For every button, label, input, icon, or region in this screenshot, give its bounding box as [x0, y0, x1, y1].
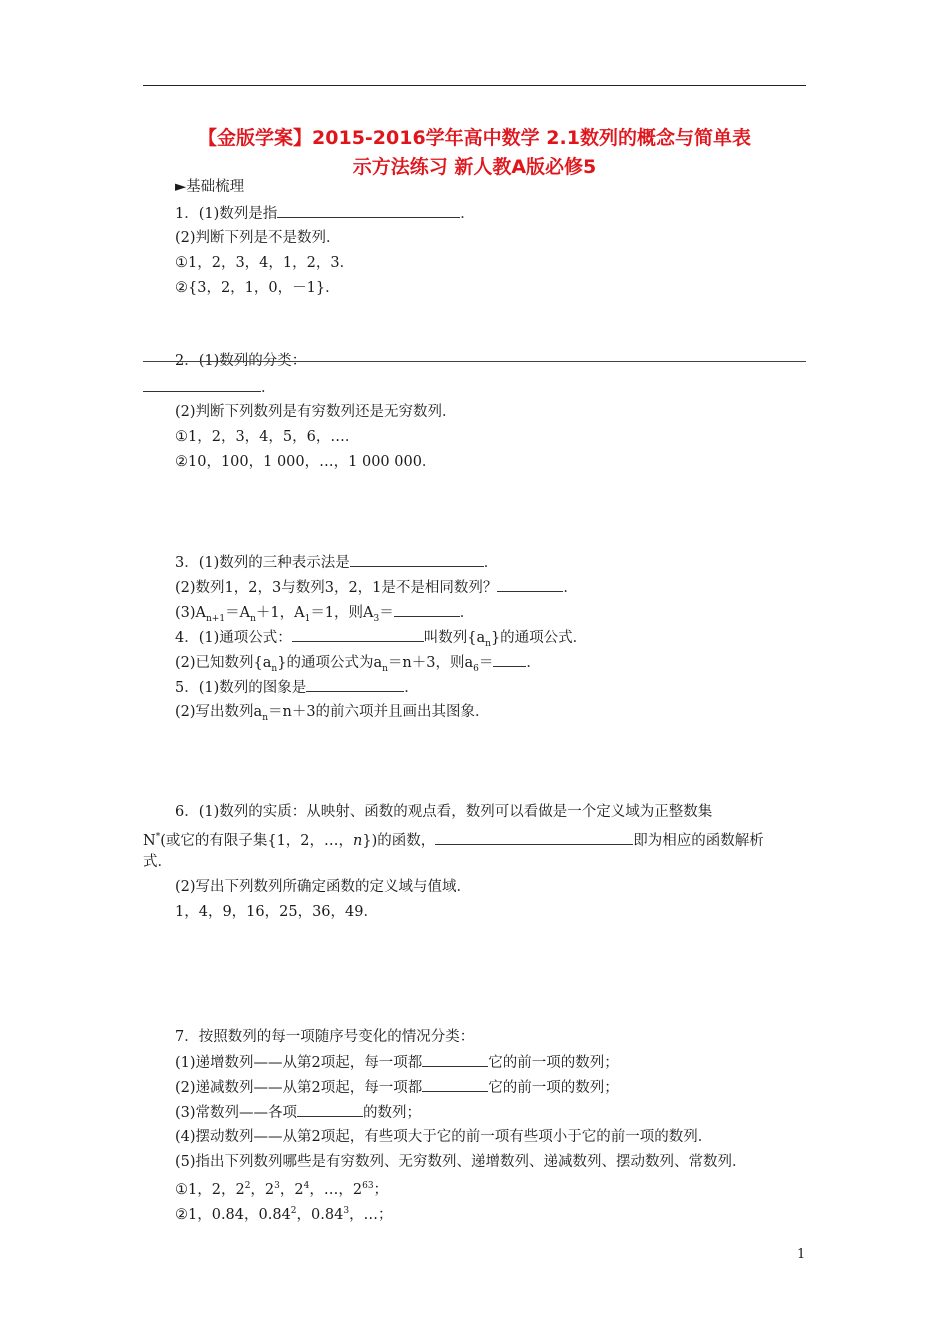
q7-intro: 7．按照数列的每一项随序号变化的情况分类：	[175, 1029, 475, 1045]
q6-part1-end: 式．	[143, 854, 172, 870]
answer-blank[interactable]	[350, 552, 484, 567]
q2-part2: (2)判断下列数列是有穷数列还是无穷数列．	[175, 404, 457, 420]
answer-blank[interactable]	[143, 377, 261, 392]
q7-part5: (5)指出下列数列哪些是有穷数列、无穷数列、递增数列、递减数列、摆动数列、常数列．	[175, 1154, 747, 1170]
q7-part3: (3)常数列——各项 的数列；	[175, 1102, 421, 1123]
q7-part2: (2)递减数列——从第2项起，每一项都 它的前一项的数列；	[175, 1077, 619, 1098]
q7-item1: ①1，2，$2^2$，$2^3$，$2^4$，…，$2^{63}$；	[175, 1181, 389, 1198]
q2-part1-cont: ．	[143, 377, 276, 398]
q4-part2: (2)已知数列$\{a_n\}$的通项公式为$a_n=n+3$，则$a_6=$ ．	[175, 652, 541, 679]
q2-item1: ①1，2，3，4，5，6，…．	[175, 429, 360, 445]
answer-blank[interactable]	[497, 577, 563, 592]
q1-part2: (2)判断下列是不是数列．	[175, 230, 341, 246]
q3-part2: (2)数列1，2，3与数列3，2，1是不是相同数列？ ．	[175, 577, 578, 598]
answer-blank[interactable]	[394, 602, 460, 617]
answer-blank[interactable]	[422, 1077, 488, 1092]
answer-blank[interactable]	[297, 1102, 363, 1117]
q2-item2: ②10，100，1 000，…，1 000 000．	[175, 454, 437, 470]
q6-part2: (2)写出下列数列所确定函数的定义域与值域．	[175, 879, 472, 895]
answer-blank[interactable]	[422, 1052, 488, 1067]
q5-part1: 5．(1)数列的图象是 ．	[175, 677, 419, 698]
answer-blank[interactable]	[493, 652, 526, 667]
q7-item2: ②1，0.84，0.84$^2$，0.84$^3$，…；	[175, 1206, 393, 1223]
document-title-line-2: 示方法练习 新人教A版必修5	[352, 156, 597, 178]
answer-blank-line[interactable]	[143, 361, 806, 362]
q1-item2: ②{3，2，1，0，－1}．	[175, 280, 340, 296]
q6-part1: 6．(1)数列的实质：从映射、函数的观点看，数列可以看做是一个定义域为正整数集	[175, 804, 713, 820]
q1-part1: 1．(1)数列是指 ．	[175, 203, 475, 224]
q3-part1: 3．(1)数列的三种表示法是 ．	[175, 552, 498, 573]
q3-part3: $(3)A_{n+1}=A_n+1$，$A_1=1$，则$A_3=$ ．	[175, 602, 474, 629]
section-heading: ►基础梳理	[175, 179, 245, 195]
answer-blank[interactable]	[435, 830, 633, 845]
document-title-line-1: 【金版学案】2015-2016学年高中数学 2.1数列的概念与简单表	[198, 127, 751, 149]
q7-part4: (4)摆动数列——从第2项起，有些项大于它的前一项有些项小于它的前一项的数列．	[175, 1129, 713, 1145]
page-number: 1	[797, 1247, 806, 1262]
q1-item1: ①1，2，3，4，1，2，3．	[175, 255, 355, 271]
header-rule	[143, 85, 806, 86]
answer-blank[interactable]	[292, 627, 424, 642]
q4-part1: 4．(1)通项公式： 叫数列$\{a_n\}$的通项公式．	[175, 627, 587, 654]
q7-part1: (1)递增数列——从第2项起，每一项都 它的前一项的数列；	[175, 1052, 619, 1073]
q6-sequence: 1，4，9，16，25，36，49．	[175, 904, 378, 920]
answer-blank[interactable]	[306, 677, 404, 692]
q5-part2: (2)写出数列$a_n=n+3$的前六项并且画出其图象．	[175, 704, 490, 723]
q6-part1-cont: N*(或它的有限子集{1，2，…，n})的函数， 即为相应的函数解析	[143, 827, 764, 851]
q2-part1: 2．(1)数列的分类：	[175, 353, 307, 369]
answer-blank[interactable]	[277, 203, 460, 218]
